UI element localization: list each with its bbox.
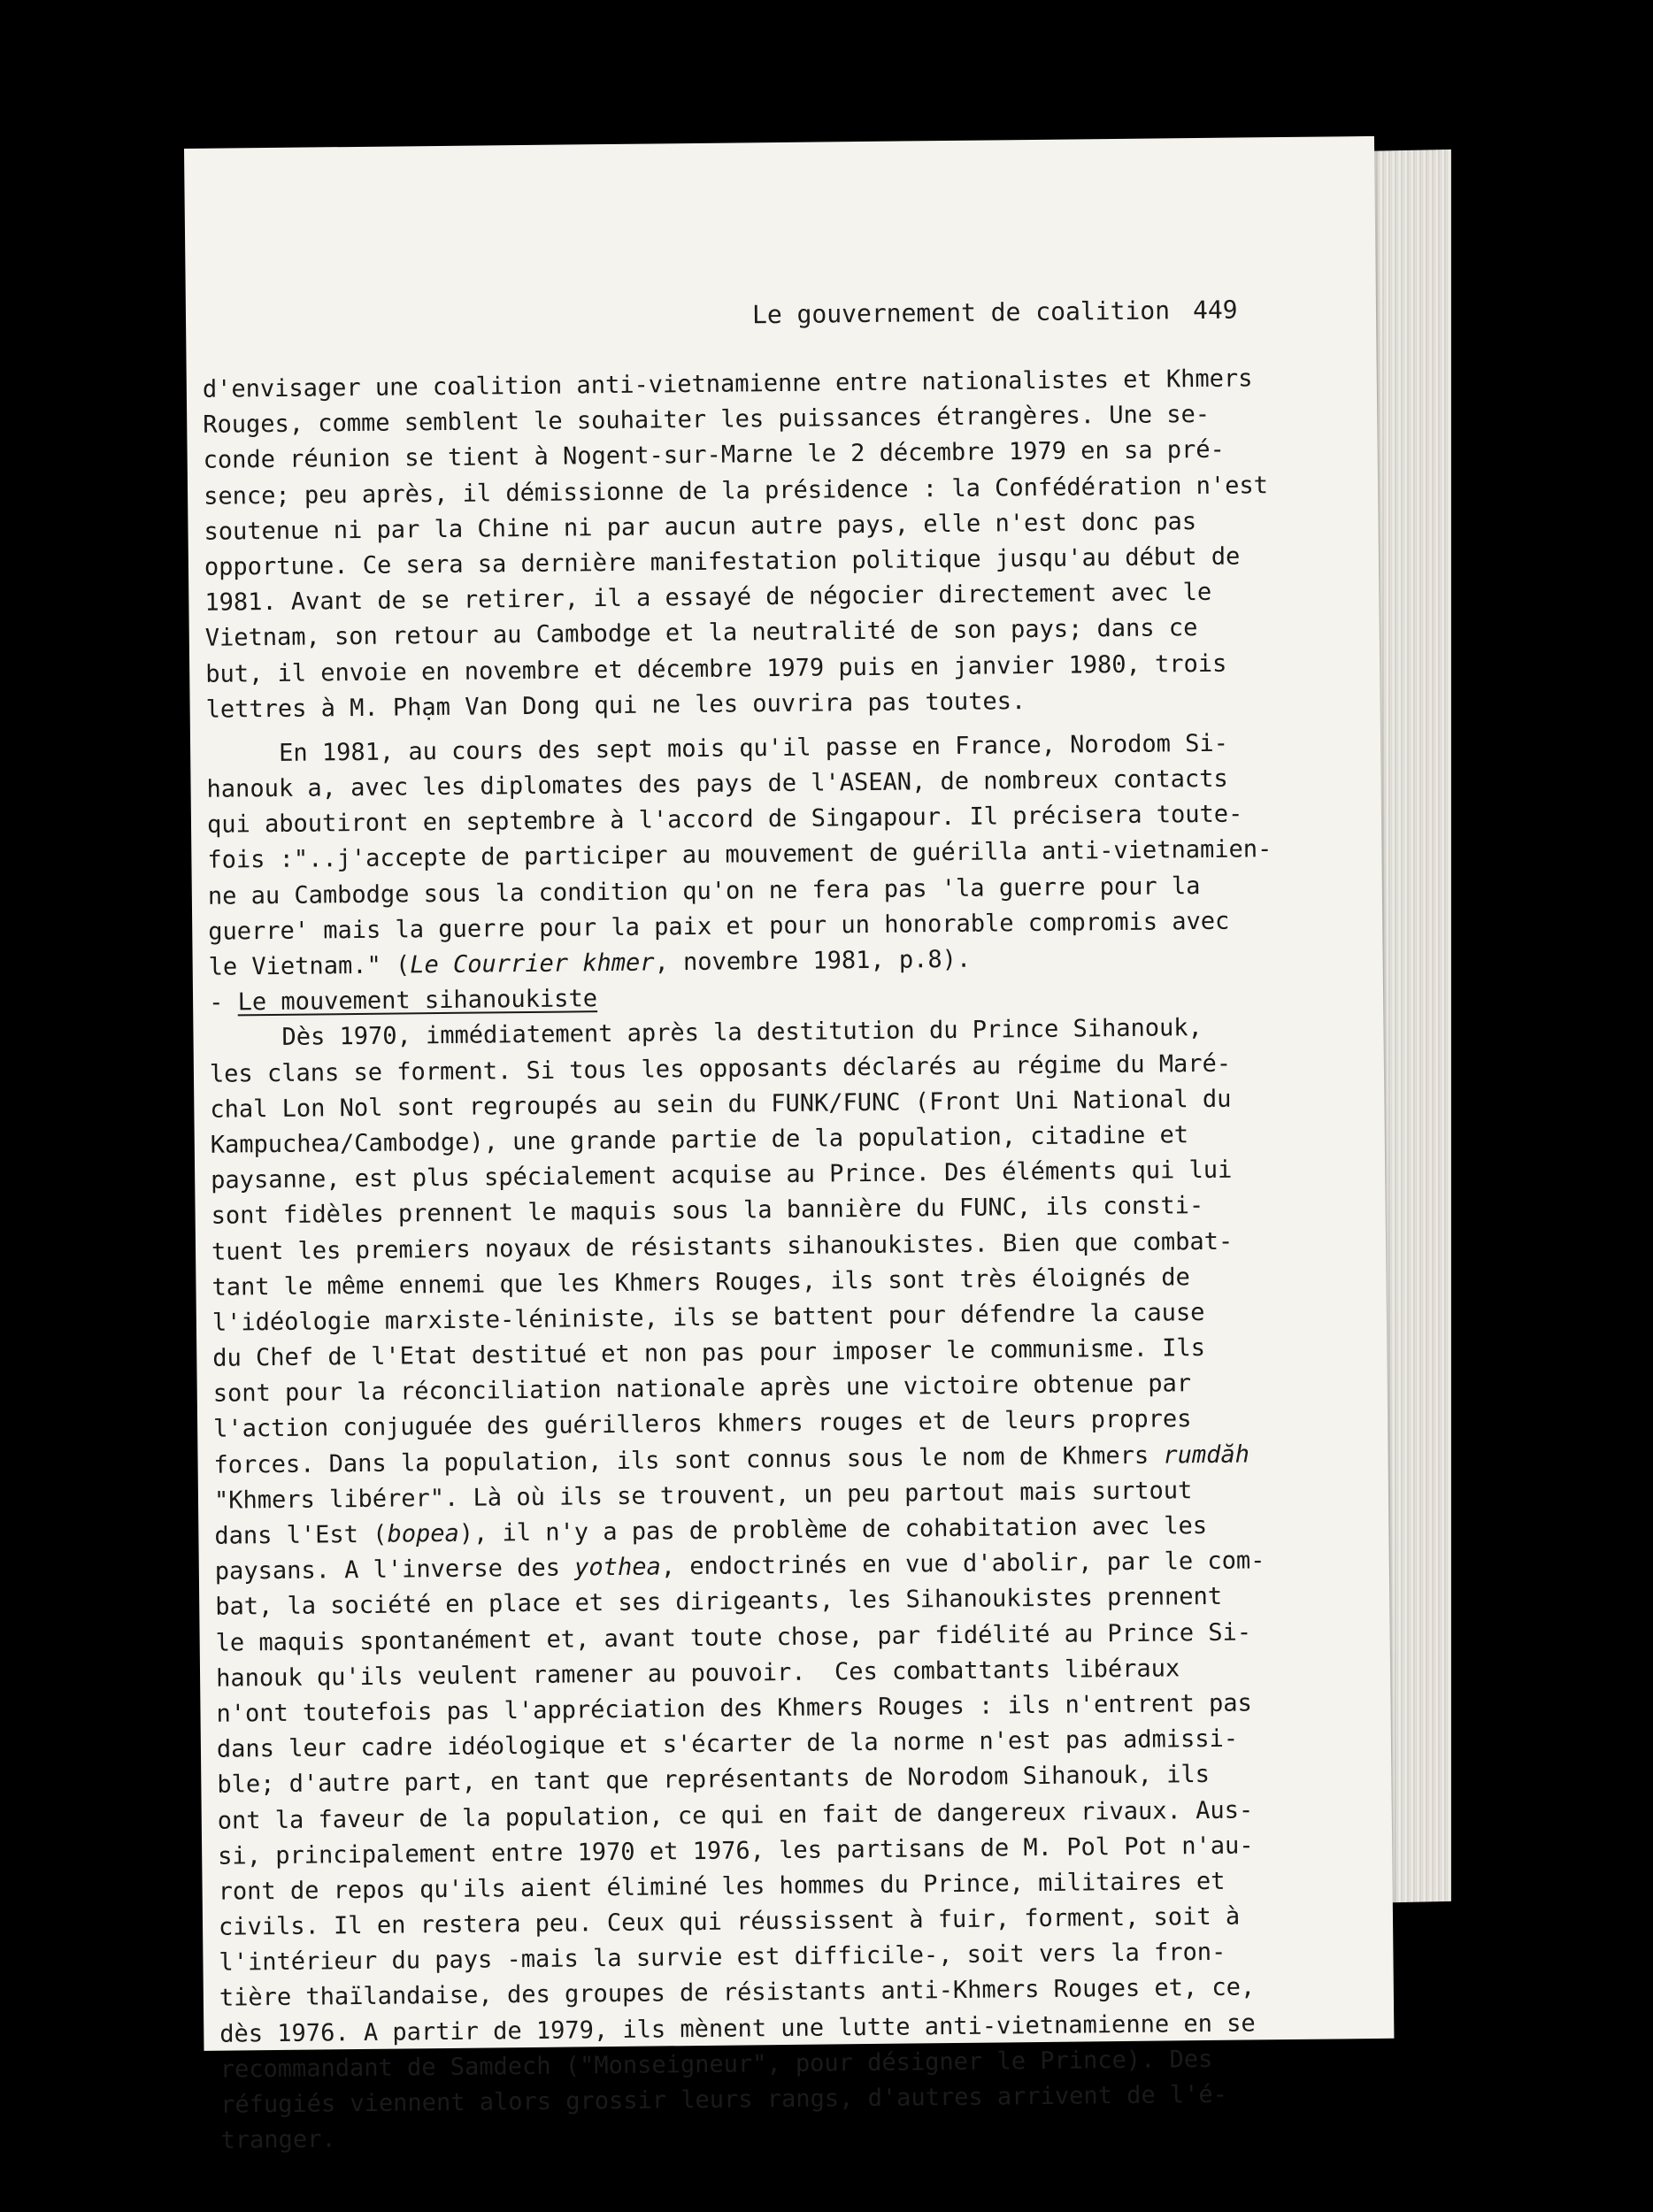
text-line: réfugiés viennent alors grossir leurs rangs, d'autres arrivent de l'é-	[219, 2080, 1228, 2119]
text-line: tière thaïlandaise, des groupes de résistants anti-Khmers Rouges et, ce,	[219, 1973, 1256, 2013]
text-segment: , endoctrinés en vue d'abolir, par le com-	[660, 1547, 1265, 1581]
text-segment: le Vietnam." (	[208, 951, 411, 981]
text-line: d'envisager une coalition anti-vietnamienne entre nationalistes et Khmers	[202, 365, 1253, 403]
text-segment: paysans. A l'inverse des	[214, 1554, 575, 1586]
page-number: 449	[1192, 295, 1238, 326]
text-line: soutenue ni par la Chine ni par aucun autre pays, elle n'est donc pas	[204, 507, 1197, 546]
text-segment: ), il n'y a pas de problème de cohabitation avec les	[458, 1511, 1208, 1548]
text-line: du Chef de l'Etat destitué et non pas pour imposer le communisme. Ils	[212, 1334, 1206, 1372]
paragraph-1	[203, 360, 1357, 727]
text-segment: forces. Dans la population, ils sont connus sous le nom de Khmers	[213, 1441, 1164, 1479]
text-line: Vietnam, son retour au Cambodge et la neutralité de son pays; dans ce	[204, 614, 1198, 653]
text-segment: , novembre 1981, p.8).	[654, 945, 972, 977]
heading-title: Le mouvement sihanoukiste	[237, 985, 598, 1017]
text-line: Kampuchea/Cambodge), une grande partie de la population, citadine et	[210, 1121, 1189, 1159]
text-line: "Khmers libérer". Là où ils se trouvent, un peu partout mais surtout	[213, 1476, 1193, 1515]
text-line: ne au Cambodge sous la condition qu'on ne fera pas 'la guerre pour la	[207, 872, 1201, 910]
text-line: les clans se forment. Si tous les opposants déclarés au régime du Maré-	[209, 1049, 1232, 1088]
text-line: ble; d'autre part, en tant que représentants de Norodom Sihanouk, ils	[217, 1761, 1211, 1800]
text-line: tant le même ennemi que les Khmers Rouges, ils sont très éloignés de	[211, 1263, 1190, 1302]
citation-title: Le Courrier khmer	[410, 949, 655, 979]
text-line: qui aboutiront en septembre à l'accord de Singapour. Il précisera toute-	[206, 800, 1243, 840]
text-line: hanouk qu'ils veulent ramener au pouvoir. Ces combattants libéraux	[215, 1655, 1180, 1693]
text-line: Rouges, comme semblent le souhaiter les puissances étrangères. Une se-	[203, 401, 1211, 439]
text-line: En 1981, au cours des sept mois qu'il passe en France, Norodom Si-	[278, 729, 1229, 767]
text-line: ront de repos qu'ils aient éliminé les hommes du Prince, militaires et	[218, 1867, 1226, 1906]
text-line: fois :"..j'accepte de participer au mouvement de guérilla anti-vietnamien-	[207, 835, 1272, 875]
heading-dash: -	[208, 988, 238, 1017]
body-text	[203, 360, 1372, 2159]
text-line: bat, la société en place et ses dirigeants, les Sihanoukistes prennent	[215, 1583, 1223, 1622]
text-line: but, il envoie en novembre et décembre 1979 puis en janvier 1980, trois	[205, 649, 1227, 688]
khmer-term: yothea	[574, 1553, 661, 1582]
text-line: dans leur cadre idéologique et s'écarter de la norme n'est pas admissi-	[216, 1724, 1239, 1763]
text-line: l'action conjuguée des guérilleros khmers rouges et de leurs propres	[212, 1405, 1192, 1444]
text-line: ont la faveur de la population, ce qui en fait de dangereux rivaux. Aus-	[217, 1795, 1254, 1835]
running-header	[752, 295, 1301, 329]
text-line: conde réunion se tient à Nogent-sur-Marne le 2 décembre 1979 en sa pré-	[203, 436, 1225, 475]
text-line: sont fidèles prennent le maquis sous la bannière du FUNC, ils consti-	[211, 1192, 1204, 1231]
text-line: paysanne, est plus spécialement acquise au Prince. Des éléments qui lui	[211, 1156, 1233, 1194]
text-line: Dès 1970, immédiatement après la destitution du Prince Sihanouk,	[281, 1014, 1203, 1052]
text-segment: dans l'Est (	[214, 1520, 388, 1550]
text-line: lettres à M. Phạm Van Dong qui ne les ouvrira pas toutes.	[205, 687, 1026, 724]
text-line: civils. Il en restera peu. Ceux qui réussissent à fuir, forment, soit à	[218, 1902, 1241, 1941]
running-title: Le gouvernement de coalition	[751, 296, 1171, 330]
text-line: guerre' mais la guerre pour la paix et pour un honorable compromis avec	[208, 907, 1230, 946]
text-line: recommandant de Samdech ("Monseigneur", pour désigner le Prince). Des	[219, 2045, 1213, 2084]
paragraph-2	[206, 725, 1359, 986]
text-line: tranger.	[220, 2125, 336, 2154]
text-line: 1981. Avant de se retirer, il a essayé de négocier directement avec le	[204, 578, 1212, 617]
text-line: n'ont toutefois pas l'appréciation des Khmers Rouges : ils n'entrent pas	[216, 1689, 1253, 1728]
text-line: dès 1976. A partir de 1979, ils mènent une lutte anti-vietnamienne en se	[219, 2009, 1256, 2048]
book-page	[184, 136, 1394, 2154]
text-line: si, principalement entre 1970 et 1976, les partisans de M. Pol Pot n'au-	[218, 1832, 1254, 1870]
text-line: l'idéologie marxiste-léniniste, ils se battent pour défendre la cause	[211, 1298, 1205, 1337]
text-line: sence; peu après, il démissionne de la présidence : la Confédération n'est	[203, 471, 1269, 511]
text-line: chal Lon Nol sont regroupés au sein du FUNK/FUNC (Front Uni National du	[210, 1085, 1232, 1124]
text-line: opportune. Ce sera sa dernière manifestation politique jusqu'au début de	[204, 542, 1241, 581]
paragraph-3	[209, 1010, 1371, 2160]
khmer-term: bopea	[387, 1519, 459, 1548]
text-line: hanouk a, avec les diplomates des pays de l'ASEAN, de nombreux contacts	[206, 764, 1228, 803]
khmer-term: rumdăh	[1163, 1440, 1250, 1470]
text-line: l'intérieur du pays -mais la survie est difficile-, soit vers la fron-	[219, 1939, 1226, 1977]
text-line: tuent les premiers noyaux de résistants sihanoukistes. Bien que combat-	[211, 1227, 1234, 1266]
text-line: le maquis spontanément et, avant toute chose, par fidélité au Prince Si-	[215, 1618, 1252, 1657]
text-line: sont pour la réconciliation nationale après une victoire obtenue par	[212, 1370, 1192, 1408]
